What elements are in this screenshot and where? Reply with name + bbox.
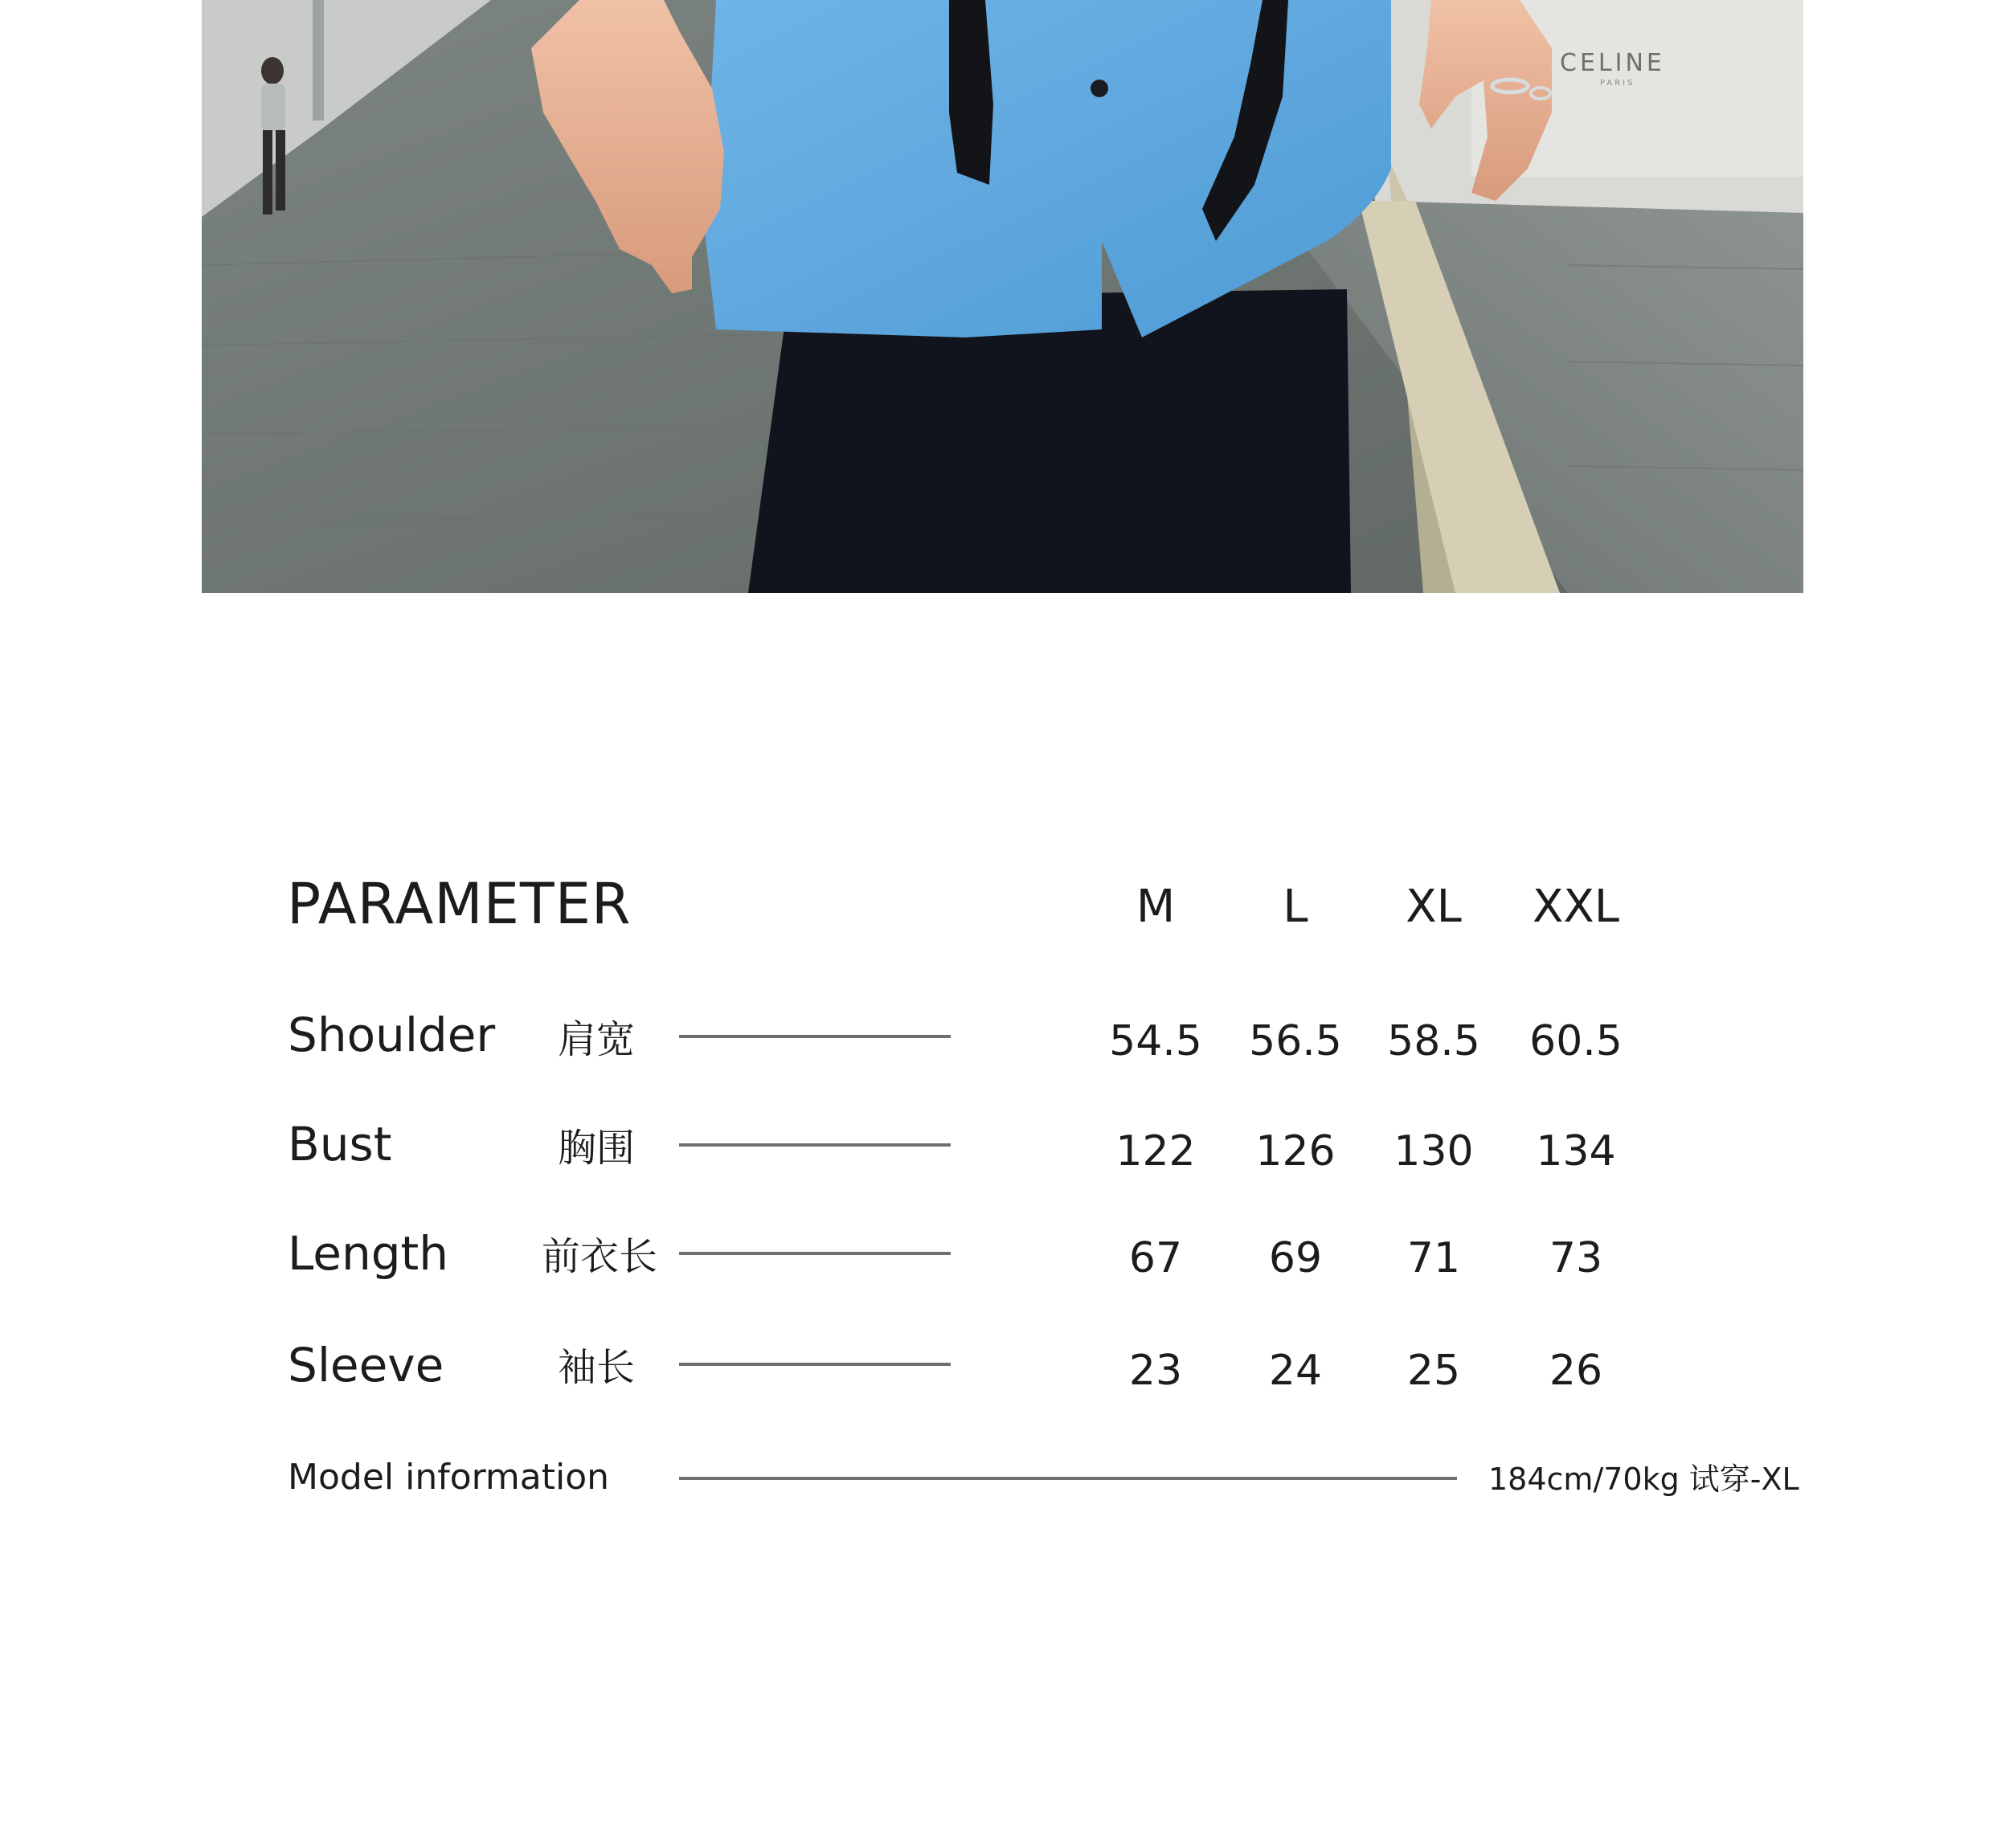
- row-divider: [679, 1143, 951, 1147]
- value-bust-xxl: 134: [1536, 1127, 1616, 1175]
- value-sleeve-l: 24: [1268, 1347, 1323, 1395]
- value-sleeve-xxl: 26: [1549, 1347, 1603, 1395]
- storefront-sign: CELINE: [1560, 49, 1665, 77]
- row-divider: [679, 1252, 951, 1255]
- row-divider: [679, 1363, 951, 1366]
- row-label-shoulder: Shoulder: [288, 1008, 496, 1062]
- value-shoulder-m: 54.5: [1109, 1017, 1202, 1065]
- row-label-shoulder-cn: 肩宽: [558, 1017, 636, 1062]
- product-photo: [202, 0, 1803, 593]
- model-info-value: 184cm/70kg 试穿-XL: [1488, 1462, 1799, 1497]
- value-bust-l: 126: [1255, 1127, 1336, 1175]
- size-header-xxl: XXL: [1533, 881, 1619, 933]
- row-label-bust: Bust: [288, 1117, 392, 1171]
- row-label-sleeve-cn: 袖长: [558, 1345, 636, 1390]
- size-header-m: M: [1136, 881, 1176, 933]
- value-shoulder-xxl: 60.5: [1529, 1017, 1623, 1065]
- model-info-divider: [679, 1477, 1457, 1480]
- table-title: PARAMETER: [287, 871, 632, 937]
- value-length-xxl: 73: [1549, 1234, 1603, 1282]
- row-label-bust-cn: 胸围: [558, 1126, 636, 1171]
- size-header-l: L: [1283, 881, 1308, 933]
- row-label-length: Length: [288, 1226, 449, 1281]
- row-label-sleeve: Sleeve: [288, 1338, 444, 1392]
- value-bust-m: 122: [1115, 1127, 1196, 1175]
- value-sleeve-m: 23: [1128, 1347, 1183, 1395]
- storefront-subtext: PARIS: [1600, 79, 1635, 88]
- row-divider: [679, 1035, 951, 1038]
- value-length-l: 69: [1268, 1234, 1323, 1282]
- row-label-length-cn: 前衣长: [542, 1234, 658, 1279]
- value-shoulder-xl: 58.5: [1387, 1017, 1480, 1065]
- value-sleeve-xl: 25: [1406, 1347, 1461, 1395]
- value-length-xl: 71: [1406, 1234, 1461, 1282]
- size-header-xl: XL: [1406, 881, 1462, 933]
- value-length-m: 67: [1128, 1234, 1183, 1282]
- value-bust-xl: 130: [1393, 1127, 1474, 1175]
- model-info-label: Model information: [288, 1457, 610, 1498]
- value-shoulder-l: 56.5: [1249, 1017, 1342, 1065]
